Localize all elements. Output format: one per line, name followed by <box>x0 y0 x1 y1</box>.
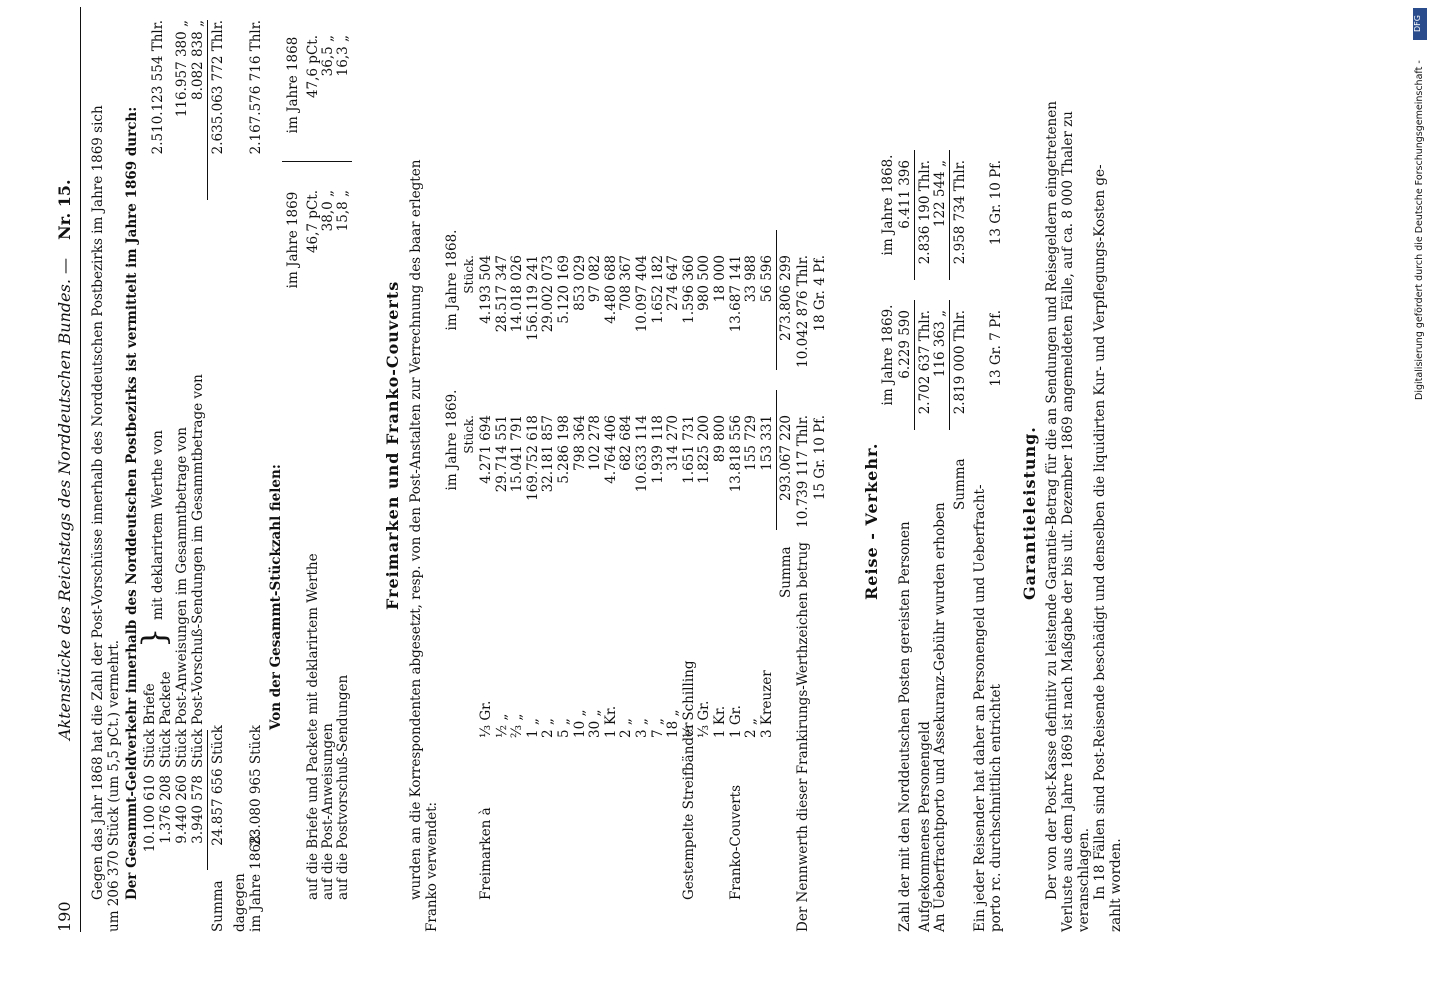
freimarken-row-1869: 89 800 <box>712 415 728 463</box>
freimarken-row-denom: 1 „ <box>524 718 541 738</box>
document-number: Nr. 15. <box>55 179 74 240</box>
freimarken-row-1869: 15.041 791 <box>509 415 526 493</box>
geld-value-4: 8.082 838 „ <box>190 20 206 100</box>
anteil-col-1868: im Jahre 1868 <box>285 36 301 134</box>
freimarken-row-label: Franko-Couverts <box>727 784 744 900</box>
freimarken-row-1869: 155 729 <box>743 415 760 471</box>
freimarken-stueck-1868: Stück. <box>462 255 476 294</box>
freimarken-row-1868: 56 596 <box>758 255 775 303</box>
dfg-logo: DFG <box>1413 8 1427 40</box>
anteil-label-1: auf die Briefe und Packete mit deklarirtem Werthe <box>305 553 321 900</box>
reise-porto-1869: 116 363 „ <box>932 310 948 378</box>
reise-personen-1868: 6.411 396 <box>897 160 913 229</box>
garantie-line-5: zahlt worden. <box>1108 838 1124 932</box>
intro-line-1: Gegen das Jahr 1868 hat die Zahl der Post-Vorschüsse innerhalb des Norddeutschen Postbezirks im Jahre 1869 sich <box>90 105 106 900</box>
freimarken-row-1869: 1.939 118 <box>649 415 666 484</box>
anteil-1869-3: 15,8 „ <box>335 190 351 232</box>
geld-count-3: 9.440 260 <box>174 775 190 844</box>
freimarken-row-1868: 14.018 026 <box>509 255 526 333</box>
running-title: Aktenstücke des Reichstags des Norddeutschen Bundes. — <box>55 257 74 740</box>
freimarken-row-1869: 10.633 114 <box>634 415 650 493</box>
freimarken-row-1869: 13.818 556 <box>727 415 744 493</box>
geld-1868-count: 23.080 965 Stück <box>248 725 264 846</box>
avg-1869: 15 Gr. 10 Pf. <box>812 415 828 501</box>
reise-reisender-line-2: porto rc. durchschnittlich entrichtet <box>988 684 1004 932</box>
nennwerth-1868: 10.042 876 Thlr. <box>795 255 811 368</box>
anteil-1869-1: 46,7 pCt. <box>305 190 321 254</box>
geld-count-4: 3.940 578 <box>190 775 206 844</box>
freimarken-row-1869: 798 364 <box>571 415 588 471</box>
freimarken-row-1868: 97 082 <box>587 255 604 303</box>
reise-summa-1869: 2.819 000 Thlr. <box>952 310 968 415</box>
reise-reisender-1868: 13 Gr. 10 Pf. <box>988 160 1004 246</box>
reise-reisender-1869: 13 Gr. 7 Pf. <box>988 310 1004 387</box>
geld-desc-1: mit deklarirtem Werthe von <box>150 430 166 620</box>
freimarken-row-1868: 1.596 360 <box>680 255 697 324</box>
freimarken-row-1869: 1.651 731 <box>680 415 697 484</box>
nennwerth-1869: 10.739 117 Thlr. <box>795 415 811 528</box>
freimarken-row-1868: 1.652 182 <box>649 255 666 324</box>
freimarken-summa-label: Summa <box>778 546 794 598</box>
header-rule <box>80 7 81 932</box>
reise-reisender-line-1: Ein jeder Reisender hat daher an Personengeld und Ueberfracht- <box>972 484 988 932</box>
freimarken-row-1869: 314 270 <box>665 415 682 471</box>
freimarken-col-1869: im Jahre 1869. <box>444 389 460 491</box>
reise-summa-1868: 2.958 734 Thlr. <box>952 160 968 265</box>
freimarken-row-denom: 10 „ <box>571 709 588 738</box>
freimarken-row-denom: ⅓ Schilling <box>680 660 697 738</box>
freimarken-sum-rule-1868 <box>776 230 777 370</box>
freimarken-row-1868: 5.120 169 <box>556 255 572 324</box>
geld-summa-value: 2.635.063 772 Thlr. <box>210 20 226 155</box>
freimarken-row-denom: 3 „ <box>634 718 650 738</box>
anteil-1868-1: 47,6 pCt. <box>305 35 321 99</box>
freimarken-row-denom: 18 „ <box>665 709 682 738</box>
freimarken-row-1869: 153 331 <box>758 415 775 471</box>
freimarken-intro-1: wurden an die Korrespondenten abgesetzt, resp. von den Post-Anstalten zur Verrechnung des baar erlegten <box>408 159 424 900</box>
freimarken-sum-rule-1869 <box>776 390 777 530</box>
freimarken-row-label: Freimarken à <box>478 807 494 900</box>
freimarken-col-1868: im Jahre 1868. <box>444 229 460 331</box>
freimarken-row-denom: 2 „ <box>540 718 557 738</box>
geld-value-3: 116.957 380 „ <box>174 20 190 118</box>
freimarken-row-1868: 18 000 <box>712 255 728 303</box>
reise-personen-label: Zahl der mit den Norddeutschen Posten gereisten Personen <box>897 521 913 932</box>
avg-1868: 18 Gr. 4 Pf. <box>812 255 828 332</box>
geld-unit-4: Stück <box>190 728 206 768</box>
geld-count-2: 1.376 208 <box>158 775 174 844</box>
freimarken-row-1869: 682 684 <box>618 415 635 471</box>
freimarken-row-1869: 4.764 406 <box>602 415 619 484</box>
freimarken-row-1869: 32.181 857 <box>540 415 557 493</box>
geld-unit-2: Stück <box>158 728 174 768</box>
anteil-col-divider <box>282 161 352 162</box>
freimarken-row-1868: 4.480 688 <box>602 255 619 324</box>
geld-item-4: Post-Vorschuß-Sendungen im Gesammtbetrage von <box>190 374 206 725</box>
freimarken-row-denom: 2 „ <box>743 718 760 738</box>
anteil-1869-2: 38,0 „ <box>320 190 336 232</box>
nennwerth-label: Der Nennwerth dieser Frankirungs-Werthzeichen betrug <box>795 542 811 932</box>
reise-personengeld-1868: 2.836 190 Thlr. <box>917 160 933 265</box>
geld-sum-rule-left <box>207 730 208 870</box>
geld-item-3: Post-Anweisungen im Gesammtbetrage von <box>174 427 190 725</box>
freimarken-row-1868: 274 647 <box>665 255 682 311</box>
intro-line-2: um 206 370 Stück (um 5,5 pCt.) vermehrt. <box>106 639 122 932</box>
reise-sum-rule-1868 <box>949 150 950 280</box>
garantie-line-1: Der von der Post-Kasse definitiv zu leistende Garantie-Betrag für die an Sendungen und Reisegeldern eingetretenen <box>1044 101 1060 900</box>
intro-line-3: Der Gesammt-Geldverkehr innerhalb des Norddeutschen Postbezirks ist vermittelt im Jahre 1869 durch: <box>124 106 140 900</box>
anteil-1868-3: 16,3 „ <box>335 35 351 77</box>
garantie-line-4: In 18 Fällen sind Post-Reisende beschädigt und denselben die liquidirten Kur- und Verpflegungs-Kosten ge- <box>1092 164 1108 900</box>
freimarken-row-label: Gestempelte Streifbänder <box>680 722 697 900</box>
freimarken-row-denom: 5 „ <box>556 718 572 738</box>
freimarken-row-denom: ½ „ <box>493 713 510 738</box>
freimarken-row-1868: 33 988 <box>743 255 760 303</box>
freimarken-row-1868: 980 500 <box>696 255 713 311</box>
reise-personen-1869: 6.229 590 <box>897 310 913 379</box>
garantie-title: Garantieleistung. <box>1020 426 1039 600</box>
dfg-credit: Digitalisierung gefördert durch die Deutsche Forschungsgemeinschaft - <box>1414 60 1425 400</box>
freimarken-row-1868: 28.517 347 <box>493 255 510 333</box>
freimarken-row-denom: 1 Gr. <box>727 705 744 738</box>
freimarken-row-denom: 30 „ <box>587 709 604 738</box>
reise-rule-1868 <box>914 150 915 280</box>
geld-summa-label: Summa <box>210 880 226 932</box>
freimarken-row-denom: ⅓ Gr. <box>478 700 494 738</box>
reise-rule-1869 <box>914 300 915 430</box>
reise-summa-label: Summa <box>952 458 968 510</box>
freimarken-row-1869: 29.714 551 <box>493 415 510 493</box>
reise-title: Reise - Verkehr. <box>862 442 881 600</box>
garantie-line-3: veranschlagen. <box>1076 828 1092 932</box>
freimarken-row-1868: 853 029 <box>571 255 588 311</box>
freimarken-intro-2: Franko verwendet: <box>424 801 440 932</box>
anteil-1868-2: 36,5 „ <box>320 35 336 77</box>
garantie-line-2: Verluste aus dem Jahre 1869 ist nach Maßgabe der bis ult. Dezember 1869 angemeldeten Fälle, auf ca. 8 000 Thaler zu <box>1060 111 1076 932</box>
reise-porto-label: An Ueberfrachtporto und Assekuranz-Gebühr wurden erhoben <box>932 502 948 932</box>
geld-value-1: 2.510.123 554 Thlr. <box>150 20 166 155</box>
freimarken-row-denom: 2 „ <box>618 718 635 738</box>
geld-dagegen-label: dagegen <box>232 873 248 932</box>
geld-item-1: Briefe <box>142 683 158 725</box>
geld-unit-3: Stück <box>174 728 190 768</box>
page-number: 190 <box>55 901 74 932</box>
freimarken-row-denom: 3 Kreuzer <box>758 670 775 738</box>
freimarken-row-1869: 5.286 198 <box>556 415 572 484</box>
geld-summa-count: 24.857 656 Stück <box>210 725 226 846</box>
freimarken-row-denom: ⅓ Gr. <box>696 700 713 738</box>
freimarken-row-1868: 10.097 404 <box>634 255 650 333</box>
freimarken-row-denom: 7 „ <box>649 718 666 738</box>
freimarken-row-1869: 4.271 694 <box>478 415 494 484</box>
geld-count-1: 10.100 610 <box>142 775 158 853</box>
freimarken-row-denom: 1 Kr. <box>602 705 619 738</box>
freimarken-row-1868: 13.687 141 <box>727 255 744 333</box>
freimarken-title: Freimarken und Franko-Couverts <box>383 280 402 610</box>
anteil-label-2: auf die Post-Anweisungen <box>320 723 336 900</box>
freimarken-row-1869: 1.825 200 <box>696 415 713 484</box>
freimarken-row-1868: 29.002 073 <box>540 255 557 333</box>
freimarken-row-denom: 1 Kr. <box>712 705 728 738</box>
freimarken-row-denom: ⅔ „ <box>509 713 526 738</box>
freimarken-row-1868: 708 367 <box>618 255 635 311</box>
reise-personengeld-1869: 2.702 637 Thlr. <box>917 310 933 415</box>
reise-personengeld-label: Aufgekommenes Personengeld <box>917 721 933 932</box>
freimarken-row-1869: 102 278 <box>587 415 604 471</box>
freimarken-summa-1868: 273.806 299 <box>778 255 794 341</box>
anteil-title: Von der Gesammt-Stückzahl fielen: <box>268 464 284 730</box>
anteil-label-3: auf die Postvorschuß-Sendungen <box>335 674 351 900</box>
freimarken-row-1868: 4.193 504 <box>478 255 494 324</box>
geld-1868-label: im Jahre 1868: <box>248 830 264 932</box>
reise-col-1868: im Jahre 1868. <box>880 154 896 256</box>
freimarken-stueck-1869: Stück. <box>462 415 476 454</box>
geld-sum-rule-right <box>207 20 208 200</box>
anteil-col-1869: im Jahre 1869 <box>285 191 301 289</box>
freimarken-row-1868: 156.119 241 <box>524 255 541 341</box>
reise-porto-1868: 122 544 „ <box>932 160 948 228</box>
freimarken-row-1869: 169.752 618 <box>524 415 541 501</box>
geld-item-2: Packete <box>158 671 174 725</box>
geld-1868-value: 2.167.576 716 Thlr. <box>248 20 264 155</box>
reise-col-1869: im Jahre 1869. <box>880 304 896 406</box>
reise-sum-rule-1869 <box>949 300 950 430</box>
brace-glyph: } <box>135 627 173 648</box>
geld-unit-1: Stück <box>142 728 158 768</box>
freimarken-summa-1869: 293.067 220 <box>778 415 794 501</box>
